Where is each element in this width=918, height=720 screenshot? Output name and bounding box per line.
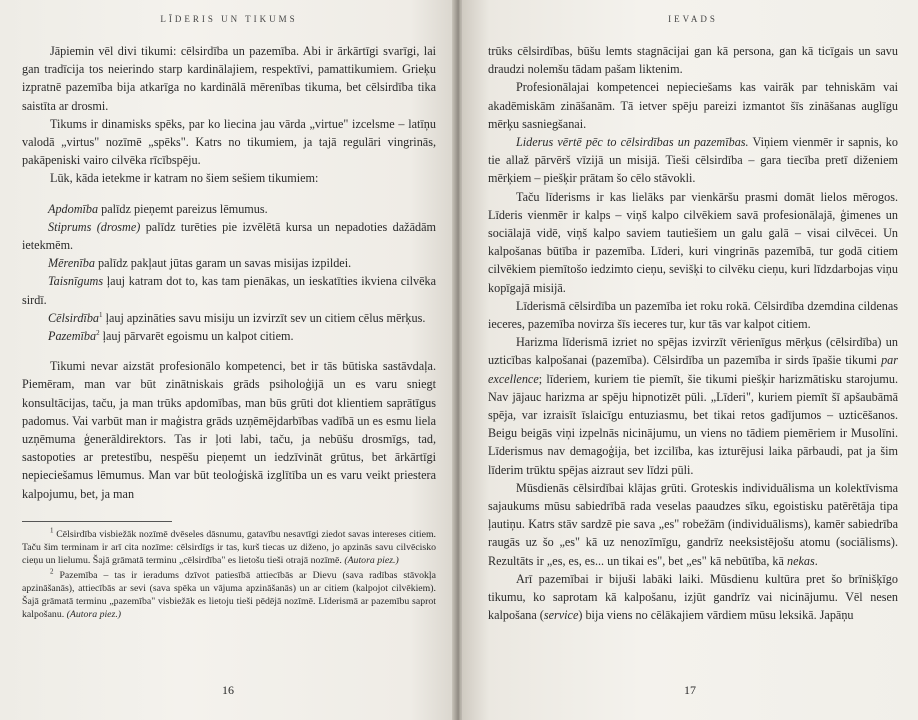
footnote-ref: 1 xyxy=(99,310,103,319)
paragraph: Jāpiemin vēl divi tikumi: cēlsirdība un pazemība. Abi ir ārkārtīgi svarīgi, lai gan tradīcija tos neierindo starp kardinālajiem, respektīvi, pamattikumiem. Grieķu izpratnē pazemība bija atkarīga no kardinālā mērenības tikuma, bet cēlsirdība tika saistīta ar drosmi. xyxy=(22,44,436,113)
paragraph: trūks cēlsirdības, būšu lemts stagnācijai gan kā persona, gan kā ticīgais un savu draudzi nolemšu tādam pašam liktenim. xyxy=(488,44,898,77)
footnotes xyxy=(22,528,436,621)
virtue-term: Taisnīgums xyxy=(48,274,104,289)
virtue-term: Apdomība xyxy=(48,201,99,216)
virtue-item-temperance: Mērenība palīdz pakļaut jūtas garam un savas misijas izpildei. xyxy=(48,256,352,271)
paragraph: Taču līderisms ir kas lielāks par vienkāršu prasmi domāt lielos mērogos. Līderis vienmēr ir kalps – viņš kalpo cilvēkiem savā profesionālajā, ģimenes un sociālajā vidē, viņš kalpo saviem tautiešiem un galu galā – visai cilvēcei. Un kalpošanas būtība ir pazemība. Līderi, kuri vingrinās pazemībā, tur godā citiem cilvēkiem piemītošo iedzimto cieņu, sevišķi to cilvēku cieņu, kuri līdzdarbojas viņu kopīgajā misijā. xyxy=(488,189,898,295)
virtue-term: Cēlsirdība xyxy=(48,310,100,325)
right-page xyxy=(462,0,918,720)
running-header-left: LĪDERIS UN TIKUMS xyxy=(160,14,298,24)
footnote-2: $^2$ Pazemība – tas ir ieradums dzīvot patiesībā attiecībās ar Dievu (sava radības stāvokļa apzināšanās), attiecībās ar sevi (sava spēka un vājuma apzināšanās) un ar citiem (kalpojot cilvēkiem). Šajā grāmatā terminu „pazemība" visbiežāk es lietoju tieši pēdējā nozīmē. Līderismā ar pazemību saprot kalpošanu. (Autora piez.) xyxy=(22,567,436,620)
virtue-term: Pazemība xyxy=(48,329,97,344)
virtue-item-magnanimity: Cēlsirdība$^1$ ļauj apzināties savu misiju un izvirzīt sev un citiem cēlus mērķus. xyxy=(48,310,426,325)
paragraph: Lūk, kāda ietekme ir katram no šiem sešiem tikumiem: xyxy=(50,171,319,186)
paragraph: Tikumi nevar aizstāt profesionālo kompetenci, bet ir tās būtiska sastāvdaļa. Piemēram, man var būt zinātniskais grāds psiholoģijā un es varu sniegt konsultācijas, taču, ja man trūks apdomības, man būs grūti dot klientiem saprātīgus padomus. Vai varbūt man ir maģistra grāds uzņēmējdarbības vadībā un es esmu liela uzņēmuma ģenerāldirektors. Tas ir ļoti labi, taču, ja nebūšu drosmīgs, tad, sastopoties ar pretestību, nespēšu pieņemt un iedzīvināt grūtus, bet ārkārtīgi nepieciešamus lēmumus. Man var būt teoloģiskā izglītība un es varu veikt priestera kalpojumu, bet, ja man xyxy=(22,359,436,501)
footnote-ref: 2 xyxy=(96,328,100,337)
left-page xyxy=(0,0,456,720)
paragraph: Arī pazemībai ir bijuši labāki laiki. Mūsdienu kultūra pret šo brīnišķīgo tikumu, ko saprotam kā kalpošanu, izjūt gandrīz vai nicinājumu. Vēl nesen kalpošana (service) bija viens no cēlākajiem vārdiem mūsu leksikā. Japāņu xyxy=(488,571,898,623)
paragraph: Līderismā cēlsirdība un pazemība iet roku rokā. Cēlsirdība dzemdina cildenas ieceres, pazemība novirza šīs ieceres tur, kur tās var kalpot citiem. xyxy=(488,298,898,332)
paragraph: Profesionālajai kompetencei nepieciešams kas vairāk par tehniskām vai akadēmiskām zināšanām. Tā ietver spēju pareizi izmantot šīs zināšanas auglīgu mērķu sasniegšanai. xyxy=(488,80,898,131)
virtue-item-humility: Pazemība$^2$ ļauj pārvarēt egoismu un kalpot citiem. xyxy=(48,328,294,344)
paragraph: Mūsdienās cēlsirdībai klājas grūti. Groteskis individuālisma un kolektīvisma sajaukums mūsu sabiedrībā rada veselas paaudzes sīku, egoistisku patērētāja tipa ļautiņu. Katrs stāv sardzē pie sava „es" robežām (individuālisms), kamēr sabiedrība raugās uz šo „es" kā uz nenozīmīgu, gandrīz neeksistējošu atomu (sociālisms). Rezultāts ir „es, es, es... un tikai es", bet „es" kā nebūtība, kā nekas. xyxy=(488,480,898,568)
virtue-item-prudence: Apdomība palīdz pieņemt pareizus lēmumus. xyxy=(48,201,268,216)
paragraph: Tikums ir dinamisks spēks, par ko liecina jau vārda „virtue" izcelsme – latīņu valodā „virtus" nozīmē „spēks". Katrs no tikumiem, ja tajā regulāri vingrinās, pakāpeniski vairo cilvēka rīcībspēju. xyxy=(22,116,436,168)
footnote-divider xyxy=(22,521,172,522)
virtue-item-justice: Taisnīgums ļauj katram dot to, kas tam pienākas, un ieskatīties ikviena cilvēka sirdī. xyxy=(22,274,436,307)
paragraph: Harizma līderismā izriet no spējas izvirzīt vērienīgus mērķus (cēlsirdība) un uzticības kalpošanai (pazemība). Cēlsirdība un pazemība ir sirds īpašie tikumi par excellence; līderiem, kuriem tie piemīt, šie tikumi piešķir harizmātisku starojumu. Nav jājauc harizma ar spēju hipnotizēt pūli. „Līderi", kuriem piemīt šī apšaubāmā spēja, var izraisīt īslaicīgu entuziasmu, bet tikai retos gadījumos – uzticēšanos. Beigu beigās viņi izpelnās nicinājumu, un viens no tādiem piemēriem ir Musolīni. Līderismus nav demagoģija, bet izcilība, kas izturējusi laika pārbaudi, pat ja šim līderim trūktu spējas aizraut sev līdzi pūli. xyxy=(488,335,898,477)
virtue-term: Mērenība xyxy=(48,256,95,271)
footnote-1: $^1$ Cēlsirdība visbiežāk nozīmē dvēseles dāsnumu, gatavību nesavtīgi ziedot savas intereses citiem. Taču šim terminam ir arī cita nozīme: cēlsirdīgs ir tas, kurš tiecas uz diženo, jo apzinās savu cilvēcisko cieņu un lielumu. Šajā grāmatā terminu „cēlsirdība" es lietošu tieši otrajā nozīmē. (Autora piez.) xyxy=(22,526,437,566)
page-number-left: 16 xyxy=(222,683,234,697)
virtue-item-fortitude: Stiprums (drosme) palīdz turēties pie izvēlētā kursa un nepadoties dažādām ietekmēm. xyxy=(22,219,436,253)
virtue-term: Stiprums (drosme) xyxy=(48,219,141,234)
running-header-right: IEVADS xyxy=(668,14,718,24)
page-number-right: 17 xyxy=(684,683,696,697)
paragraph: Liderus vērtē pēc to cēlsirdības un pazemības. Viņiem vienmēr ir sapnis, ko tie allaž pārvērš vīzijā un misijā. Tieši cēlsirdība – gara tiecība pretī diženiem mērķiem – piešķir prātam šo cēlo stāvokli. xyxy=(488,135,898,186)
